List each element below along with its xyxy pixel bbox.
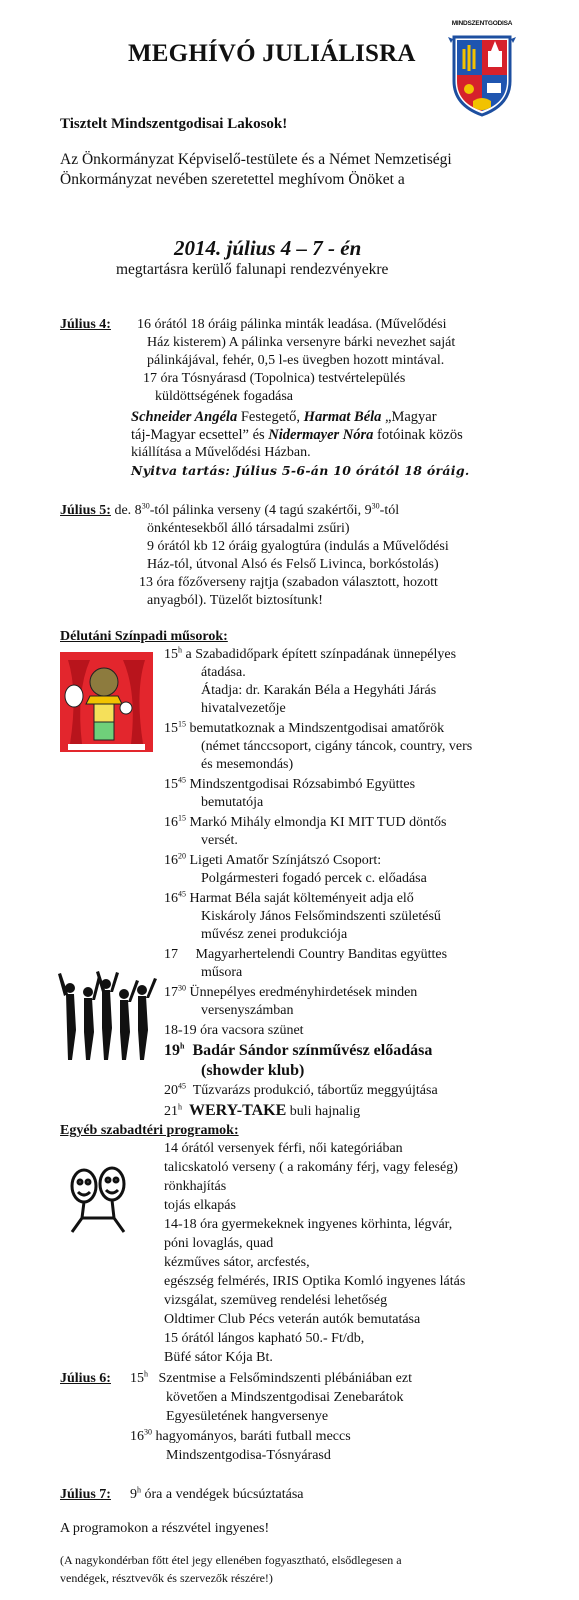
other-programs-heading: Egyéb szabadtéri programok: xyxy=(60,1123,239,1138)
list-item: Kiskároly János Felsőmindszenti születésű xyxy=(201,909,441,924)
list-item: vizsgálat, szemüveg rendelési lehetőség xyxy=(164,1293,388,1308)
list-item: $15^{45}$ Mindszentgodisai Rózsabimbó Együttes xyxy=(164,775,416,792)
july4-line: 17 óra Tósnyárasd (Topolnica) testvértelepülés xyxy=(143,371,406,386)
list-item: $17^{30}$ Ünnepélyes eredményhirdetések minden xyxy=(164,983,418,1000)
list-item: 15 órától lángos kapható 50.- Ft/db, xyxy=(164,1331,365,1346)
list-item: egészség felmérés, IRIS Optika Komló ingyenes látás xyxy=(164,1274,466,1289)
july5-line: 9 órától kb 12 óráig gyalogtúra (indulás a Művelődési xyxy=(147,539,449,554)
coat-of-arms-icon xyxy=(447,29,517,117)
list-item: 17 Magyarhertelendi Country Banditas együttes xyxy=(164,947,448,962)
july5-line: Ház-tól, útvonal Alsó és Felső Livinca, borkóstolás) xyxy=(147,557,439,572)
list-item: póni lovaglás, quad xyxy=(164,1236,274,1251)
event-date: 2014. július 4 – 7 - én xyxy=(174,236,362,260)
municipal-crest xyxy=(447,20,517,116)
list-item: Oldtimer Club Pécs veterán autók bemutatása xyxy=(164,1312,421,1327)
july4-line: Ház kisterem) A pálinka versenyre bárki nevezhet saját xyxy=(147,335,456,350)
list-item: versenyszámban xyxy=(201,1003,294,1018)
july4-exhibition-line: táj-Magyar ecsettel” és Nidermayer Nóra fotóinak közös xyxy=(131,427,463,443)
july7-label: Július 7: xyxy=(60,1487,111,1502)
july6-line: Egyesületének hangversenye xyxy=(166,1409,329,1424)
july4-label: Július 4: xyxy=(60,317,111,332)
list-item: 14 órától versenyek férfi, női kategóriában xyxy=(164,1141,403,1156)
list-item: átadása. xyxy=(201,665,246,680)
july6-line: 15$^h$ Szentmise a Felsőmindszenti plébániában ezt xyxy=(130,1369,412,1386)
list-item: 14-18 óra gyermekeknek ingyenes körhinta, légvár, xyxy=(164,1217,453,1232)
intro-paragraph: Az Önkormányzat Képviselő-testülete és a Német Nemzetiségi Önkormányzat nevében szeretettel meghívom Önöket a xyxy=(60,151,452,188)
list-item: talicskatoló verseny ( a rakomány férj, vagy feleség) xyxy=(164,1160,458,1175)
list-item: 21$^h$ WERY-TAKE buli hajnalig xyxy=(164,1102,361,1119)
footnote: vendégek, résztvevők és szervezők részére!) xyxy=(60,1571,273,1585)
july4-line: küldöttségének fogadása xyxy=(155,389,294,404)
artist-name: Nidermayer Nóra xyxy=(268,427,374,443)
july4-line: 16 órától 18 óráig pálinka minták leadása. (Művelődési xyxy=(137,317,447,332)
july6-line: követően a Mindszentgodisai Zenebarátok xyxy=(166,1390,404,1405)
puppet-theater-icon xyxy=(60,652,153,752)
list-item: (showder klub) xyxy=(201,1062,305,1079)
list-item: versét. xyxy=(201,833,238,848)
july5-label: Július 5: xyxy=(60,503,111,518)
artist-name: Schneider Angéla xyxy=(131,409,238,425)
opening-hours: Nyitva tartás: Július 5-6-án 10 órától 18 óráig. xyxy=(131,463,470,478)
july5-line: anyagból). Tüzelőt biztosítunk! xyxy=(147,593,323,608)
list-item: műsora xyxy=(201,965,243,980)
free-entry-note: A programokon a részvétel ingyenes! xyxy=(60,1521,270,1536)
list-item: (német tánccsoport, cigány táncok, country, vers xyxy=(201,739,473,754)
july4-exhibition-line: Schneider Angéla Festegető, Harmat Béla „Magyar xyxy=(131,409,437,425)
list-item: $16^{45}$ Harmat Béla saját költeményeit adja elő xyxy=(164,889,414,906)
stage-programs-heading: Délutáni Színpadi műsorok: xyxy=(60,629,228,644)
list-item: tojás elkapás xyxy=(164,1198,236,1213)
july6-label: Július 6: xyxy=(60,1371,111,1386)
july7-line: 9$^h$ óra a vendégek búcsúztatása xyxy=(130,1485,304,1502)
list-item: művész zenei produkciója xyxy=(201,927,348,942)
list-item: kézműves sátor, arcfestés, xyxy=(164,1255,310,1270)
list-item: $15^{15}$ bemutatkoznak a Mindszentgodisai amatőrök xyxy=(164,719,445,736)
list-item: Átadja: dr. Karakán Béla a Hegyháti Járás xyxy=(201,683,437,698)
crest-label: MINDSZENTGODISA xyxy=(451,20,513,27)
july5-line: önkéntesekből álló társadalmi zsűri) xyxy=(147,521,350,536)
list-item: $16^{20}$ Ligeti Amatőr Színjátszó Csoport: xyxy=(164,851,382,868)
greeting: Tisztelt Mindszentgodisai Lakosok! xyxy=(60,116,288,132)
july6-line: Mindszentgodisa-Tósnyárasd xyxy=(166,1448,331,1463)
list-item: és mesemondás) xyxy=(201,757,294,772)
list-item: hivatalvezetője xyxy=(201,701,286,716)
list-item: $16^{15}$ Markó Mihály elmondja KI MIT TUD döntős xyxy=(164,813,447,830)
july6-line: $16^{30}$ hagyományos, baráti futball meccs xyxy=(130,1427,351,1444)
july5-line: Július 5: de. $8^{30}$-tól pálinka verseny (4 tagú szakértői, $9^{30}$-tól xyxy=(60,501,400,518)
dancing-crowd-icon xyxy=(58,970,158,1062)
page-title: MEGHÍVÓ JULIÁLISRA xyxy=(128,40,416,67)
list-item: Polgármesteri fogadó percek c. előadása xyxy=(201,871,427,886)
july4-line: kiállítása a Művelődési Házban. xyxy=(131,445,311,460)
list-item: $20^{45}$ Tűzvarázs produkció, tábortűz meggyújtása xyxy=(164,1081,438,1098)
list-item: Büfé sátor Kója Bt. xyxy=(164,1350,273,1365)
list-item: 19$^h$ Badár Sándor színművész előadása xyxy=(164,1041,433,1059)
list-item: 18-19 óra vacsora szünet xyxy=(164,1023,304,1038)
footnote: (A nagykondérban főtt étel jegy ellenében fogyasztható, elsődlegesen a xyxy=(60,1553,402,1567)
cartoon-faces-icon xyxy=(62,1162,134,1240)
list-item: bemutatója xyxy=(201,795,264,810)
list-item: rönkhajítás xyxy=(164,1179,227,1194)
july5-line: 13 óra főzőverseny rajtja (szabadon választott, hozott xyxy=(139,575,438,590)
artist-name: Harmat Béla xyxy=(303,409,382,425)
list-item: 15$^h$ a Szabadidőpark épített színpadának ünnepélyes xyxy=(164,645,457,662)
july4-line: pálinkájával, fehér, 0,5 l-es üvegben hozott mintával. xyxy=(147,353,445,368)
event-date-subtitle: megtartásra kerülő falunapi rendezvényekre xyxy=(116,261,389,278)
